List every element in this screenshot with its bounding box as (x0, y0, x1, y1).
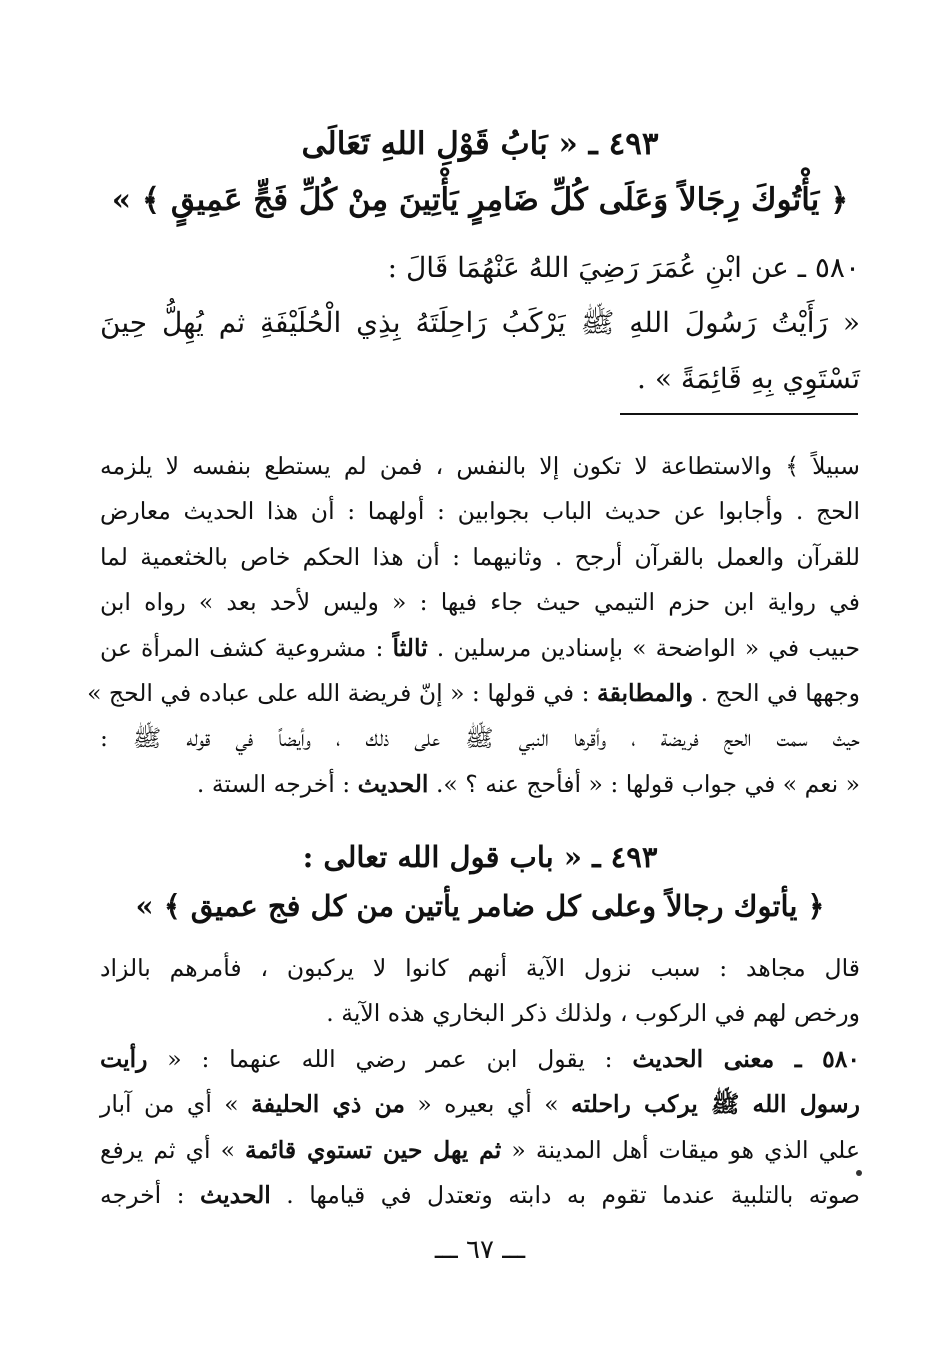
chapter-verse-lower: ﴿ يأتوك رجالاً وعلى كل ضامر يأتين من كل فج عميق ﴾ » (135, 889, 825, 923)
commentary-text: حبيب في « الواضحة » بإسنادين مرسلين . (427, 633, 860, 662)
commentary-text: وجهها في الحج . (693, 678, 860, 707)
explanation-text: صوته بالتلبية عندما تقوم به دابته وتعتدل في قيامها . (270, 1180, 860, 1209)
explanation-line: ورخص لهم في الركوب ، ولذلك ذكر البخاري هذه الآية . (326, 999, 860, 1028)
commentary-text: : في قولها : « إنّ فريضة الله على عباده في الحج » (87, 678, 597, 707)
commentary-line: سبيلاً ﴾ والاستطاعة لا تكون إلا بالنفس ، فمن لم يستطع بنفسه لا يلزمه (100, 452, 860, 480)
hadith-text-line-2: تَسْتَوِي بِهِ قَائِمَةً » . (637, 362, 860, 395)
hadith-intro: ٥٨٠ ـ عن ابْنِ عُمَرَ رَضِيَ اللهُ عَنْهُمَا قَالَ : (387, 251, 860, 284)
explanation-text: » أي من آبار (100, 1090, 252, 1119)
explanation-text: : يقول ابن عمر رضي الله عنهما : « (147, 1044, 633, 1073)
explanation-bold-term: الحديث (200, 1180, 271, 1209)
explanation-text: علي الذي هو ميقات أهل المدينة « (501, 1135, 860, 1164)
explanation-text: : أخرجه (100, 1180, 200, 1209)
commentary-bold-term: الحديث (357, 769, 429, 798)
explanation-line (100, 1037, 860, 1082)
explanation-text: » أي بعيره « (404, 1090, 572, 1119)
commentary-line (100, 762, 860, 807)
commentary-line: الحج . وأجابوا عن حديث الباب بجوابين : أولهما : أن هذا الحديث معارض (100, 497, 860, 526)
footnote-separator (620, 413, 858, 415)
commentary-block (87, 444, 860, 807)
commentary-text: « نعم » في جواب قولها : « أفأحج عنه ؟ ». (428, 769, 860, 798)
commentary-line: للقرآن والعمل بالقرآن أرجح . وثانيهما : أن هذا الحكم خاص بالخثعمية لما (100, 542, 860, 571)
commentary-text: : مشروعية كشف المرأة عن (100, 633, 393, 662)
commentary-bold-term: والمطابقة (597, 678, 694, 707)
commentary-bold-term: ثالثاً (392, 633, 428, 662)
commentary-line: في رواية ابن حزم التيمي حيث جاء فيها : « وليس لأحد بعد » رواه ابن (100, 588, 860, 617)
explanation-line (100, 1082, 860, 1127)
explanation-bold-term: من ذي الحليفة (251, 1090, 405, 1119)
explanation-bold-term: ٥٨٠ ـ معنى الحديث (632, 1044, 860, 1073)
explanation-block (100, 946, 860, 1218)
explanation-bold-term: رأيت (100, 1044, 148, 1073)
explanation-text: » أي ثم يرفع (100, 1135, 246, 1164)
chapter-verse-upper: ﴿ يَأْتُوكَ رِجَالاً وَعَلَى كُلِّ ضَامِرٍ يَأْتِينَ مِنْ كُلِّ فَجٍّ عَمِيقٍ ﴾ » (111, 182, 849, 218)
commentary-text: : أخرجه الستة . (196, 769, 358, 798)
commentary-line: حيث سمت الحج فريضة ، وأقرها النبي ﷺ على ذلك ، وأيضاً في قوله ﷺ : (100, 724, 860, 753)
chapter-heading-upper: ٤٩٣ ـ « بَابُ قَوْلِ اللهِ تَعَالَى (301, 126, 659, 162)
explanation-line: قال مجاهد : سبب نزول الآية أنهم كانوا لا يركبون ، فأمرهم بالزاد (100, 954, 860, 982)
commentary-line (100, 626, 860, 671)
hadith-text-line-1: « رَأَيْتُ رَسُولَ اللهِ ﷺ يَرْكَبُ رَاحِلَتَهُ بِذِي الْحُلَيْفَةِ ثم يُهِلُّ حِينَ (100, 306, 860, 339)
page-number: ـــ ٦٧ ـــ (434, 1235, 526, 1265)
ink-dot (856, 1170, 862, 1176)
explanation-bold-term: رسول الله ﷺ يركب راحلته (571, 1090, 860, 1119)
chapter-heading-lower: ٤٩٣ ـ « باب قول الله تعالى : (302, 840, 658, 874)
explanation-line (100, 1128, 860, 1173)
explanation-line (100, 1173, 860, 1218)
commentary-line (87, 671, 860, 716)
explanation-bold-term: ثم يهل حين تستوي قائمة (245, 1135, 502, 1164)
